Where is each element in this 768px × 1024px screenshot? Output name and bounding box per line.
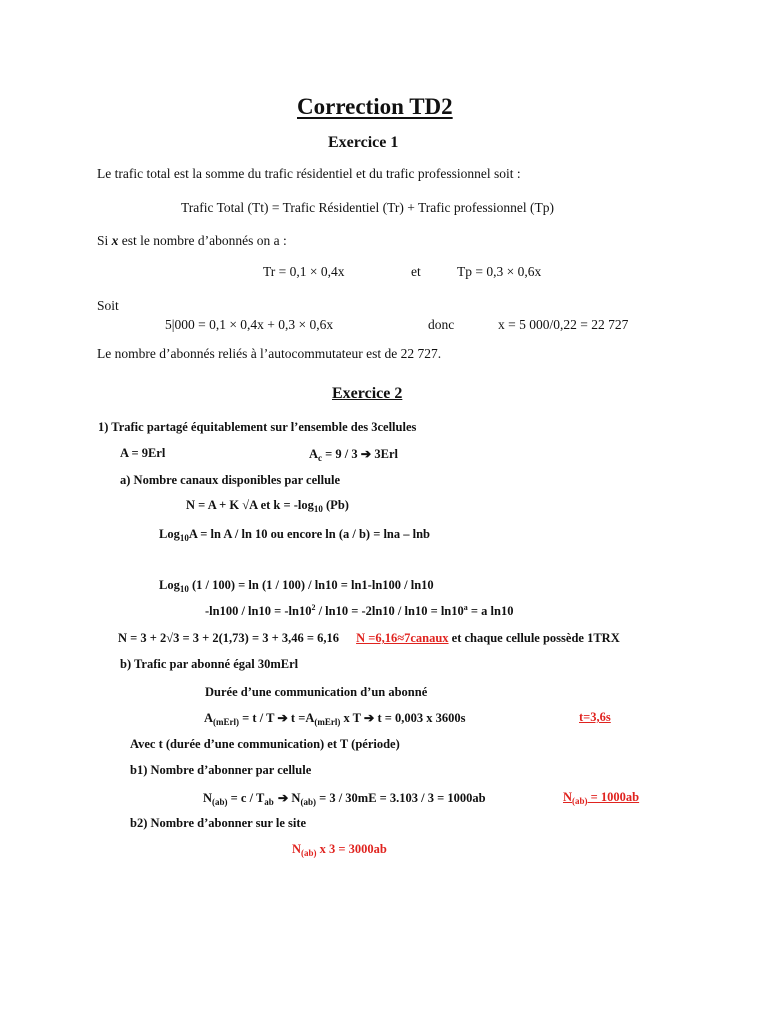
text: 3Erl: [371, 447, 398, 461]
arrow-right-icon: ➔: [363, 711, 375, 725]
superscript: 2: [311, 603, 316, 612]
ex2-ln-calc: [205, 604, 513, 619]
text: A: [204, 711, 214, 725]
subscript: (ab): [572, 796, 588, 806]
exercise-2-heading: Exercice 2: [332, 385, 403, 402]
text: t =A: [287, 711, 315, 725]
ex1-formula: Trafic Total (Tt) = Trafic Résidentiel (Tr) + Trafic professionnel (Tp): [181, 200, 554, 215]
ex2-a-formula: [204, 710, 466, 726]
text: est le nombre d’abonnés on a :: [118, 233, 287, 248]
ex2-nab-formula: [203, 790, 486, 806]
ex2-qb1: b1) Nombre d’abonner par cellule: [130, 763, 312, 777]
subscript: (ab): [300, 797, 316, 807]
subscript: (ab): [301, 848, 317, 858]
text: N: [292, 842, 302, 856]
arrow-right-icon: ➔: [277, 791, 289, 805]
ex1-conclusion: Le nombre d’abonnés reliés à l’autocommutateur est de 22 727.: [97, 346, 442, 361]
text: x 3 = 3000ab: [316, 842, 387, 856]
site-result-highlight: [292, 842, 387, 857]
subscript: (mErl): [314, 717, 341, 727]
ex1-equation: 5|000 = 0,1 × 0,4x + 0,3 × 0,6x: [165, 317, 334, 332]
t-result-highlight: t=3,6s: [579, 710, 611, 724]
text: = c / T: [227, 791, 265, 805]
text: / ln10 = -2ln10 / ln10 = ln10: [315, 604, 464, 618]
ex2-ac: [309, 446, 398, 462]
text: N = A + K √A et k = -log: [186, 498, 314, 512]
ex2-n-formula: [186, 498, 349, 513]
n-result-highlight: N =6,16≈7canaux: [356, 631, 449, 645]
text: N: [203, 791, 213, 805]
text: A = ln A / ln 10 ou encore ln (a / b) = lna – lnb: [188, 527, 430, 541]
ex1-tr: Tr = 0,1 × 0,4x: [263, 264, 345, 279]
ex1-soit: Soit: [97, 298, 119, 313]
ex1-variable-def: [97, 233, 287, 249]
text: = t / T: [239, 711, 278, 725]
text: Si: [97, 233, 112, 248]
page-title: Correction TD2: [297, 94, 453, 119]
ex2-qb: b) Trafic par abonné égal 30mErl: [120, 657, 299, 671]
ex2-qb2: b2) Nombre d’abonner sur le site: [130, 816, 307, 830]
n-calc: N = 3 + 2√3 = 3 + 2(1,73) = 3 + 3,46 = 6,16: [118, 631, 339, 645]
ex1-donc: donc: [428, 317, 455, 332]
ex1-tp: Tp = 0,3 × 0,6x: [457, 264, 542, 279]
ex1-result: x = 5 000/0,22 = 22 727: [498, 317, 629, 332]
arrow-right-icon: ➔: [360, 447, 372, 461]
nab-result-highlight: [563, 790, 639, 805]
ex2-avec: Avec t (durée d’une communication) et T (période): [130, 737, 400, 751]
ex2-q1: 1) Trafic partagé équitablement sur l’ensemble des 3cellules: [98, 420, 417, 434]
subscript: ab: [264, 797, 274, 807]
subscript: 10: [179, 533, 189, 543]
ex1-et: et: [411, 264, 421, 279]
subscript: c: [318, 453, 323, 463]
variable-x: x: [111, 233, 119, 248]
text: et chaque cellule possède 1TRX: [448, 631, 620, 645]
ex2-log-calc: [159, 578, 434, 593]
text: = a ln10: [467, 604, 514, 618]
exercise-1-heading: Exercice 1: [328, 134, 399, 151]
text: N: [288, 791, 301, 805]
text: = 1000ab: [587, 790, 640, 804]
ex2-log-def: [159, 527, 430, 542]
text: Log: [159, 578, 180, 592]
ex2-qa: a) Nombre canaux disponibles par cellule: [120, 473, 341, 487]
text: -ln100 / ln10 = -ln10: [205, 604, 312, 618]
text: x T: [340, 711, 364, 725]
text: N: [563, 790, 573, 804]
ex1-intro: Le trafic total est la somme du trafic résidentiel et du trafic professionnel soit :: [97, 166, 521, 181]
subscript: (mErl): [213, 717, 240, 727]
ex2-a-total: A = 9Erl: [120, 446, 166, 460]
text: t = 0,003 x 3600s: [374, 711, 466, 725]
ex2-n-calc-line: [118, 631, 620, 646]
subscript: (ab): [212, 797, 228, 807]
text: = 3 / 30mE = 3.103 / 3 = 1000ab: [315, 791, 486, 805]
subscript: 10: [313, 504, 323, 514]
text: A: [309, 447, 319, 461]
text: = 9 / 3: [322, 447, 361, 461]
subscript: 10: [179, 584, 189, 594]
text: (Pb): [322, 498, 349, 512]
ex2-duree: Durée d’une communication d’un abonné: [205, 685, 428, 699]
superscript: a: [463, 603, 468, 612]
text: (1 / 100) = ln (1 / 100) / ln10 = ln1-ln100 / ln10: [188, 578, 434, 592]
text: Log: [159, 527, 180, 541]
arrow-right-icon: ➔: [277, 711, 288, 725]
